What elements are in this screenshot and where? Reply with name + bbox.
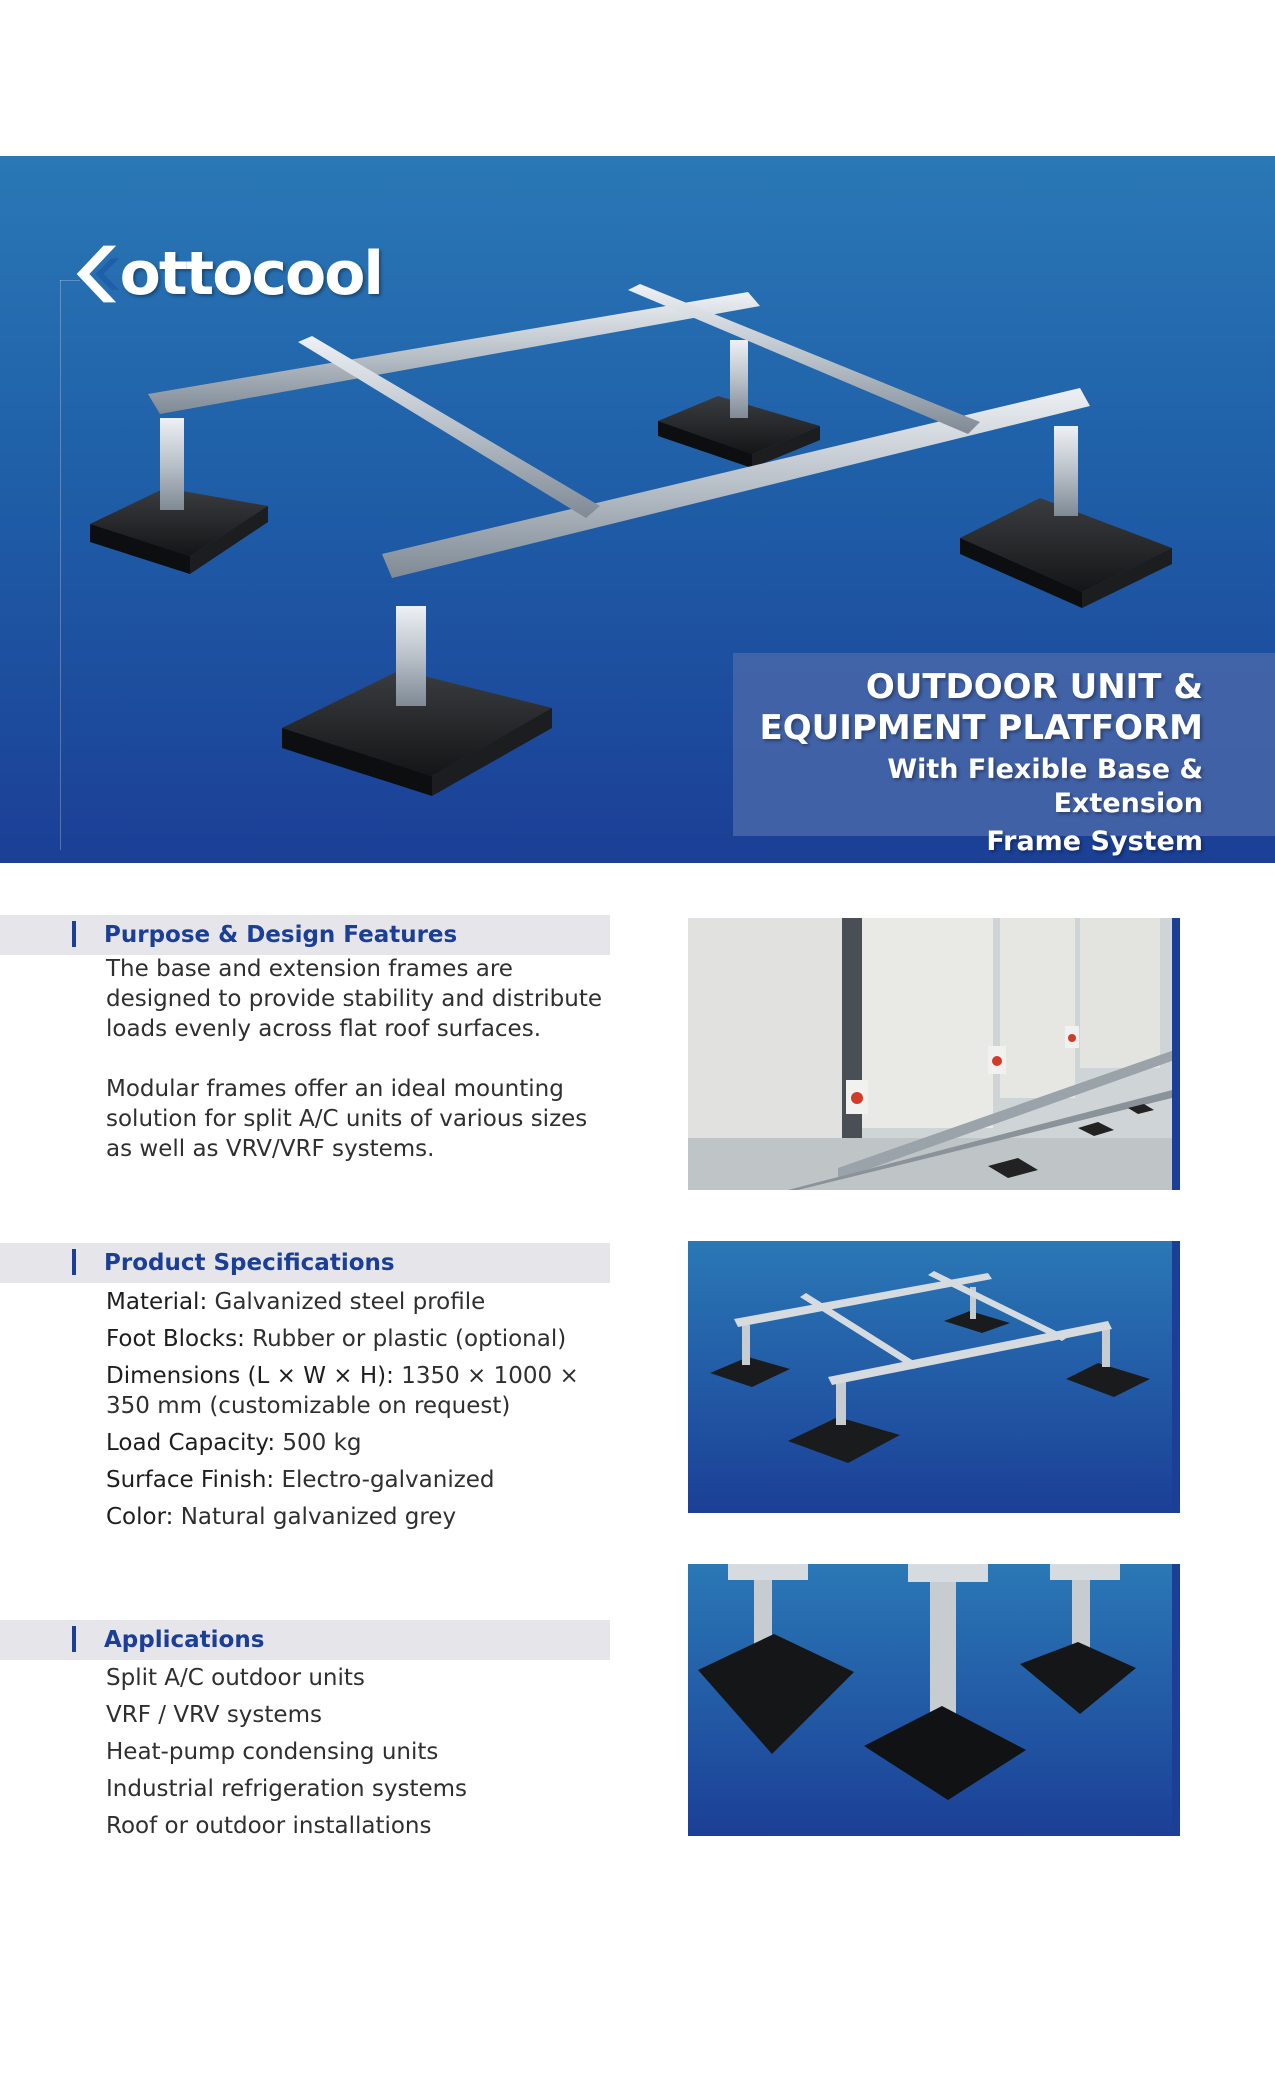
- section-marker: [72, 1249, 76, 1275]
- purpose-heading: Purpose & Design Features: [104, 922, 458, 948]
- installed-units-photo: [688, 918, 1180, 1190]
- applications-section-header: [0, 1620, 610, 1660]
- applications-heading: Applications: [104, 1627, 265, 1653]
- spec-item: [106, 1428, 626, 1458]
- specs-section-header: [0, 1243, 610, 1283]
- applications-body: [106, 1663, 626, 1848]
- specs-body: [106, 1287, 626, 1539]
- logo-chevron-icon: [72, 232, 126, 316]
- spec-value: Electro-galvanized: [281, 1467, 495, 1493]
- spec-item: [106, 1502, 626, 1532]
- spec-item: [106, 1465, 626, 1495]
- spec-key: Color:: [106, 1504, 174, 1530]
- application-item: Heat-pump condensing units: [106, 1739, 439, 1765]
- spec-item: [106, 1361, 626, 1421]
- specs-list: [106, 1287, 626, 1532]
- frame-product-photo: [688, 1241, 1180, 1513]
- hero-banner: [0, 156, 1275, 863]
- spec-value: Galvanized steel profile: [214, 1289, 486, 1315]
- hero-title-line2: EQUIPMENT PLATFORM: [759, 708, 1203, 748]
- spec-value: Rubber or plastic (optional): [252, 1326, 567, 1352]
- application-item: Roof or outdoor installations: [106, 1813, 432, 1839]
- applications-list: [106, 1663, 626, 1841]
- hero-title-box: [733, 653, 1275, 857]
- application-item: Split A/C outdoor units: [106, 1665, 365, 1691]
- spec-value: Natural galvanized grey: [180, 1504, 457, 1530]
- logo-wordmark: ottocool: [119, 239, 382, 309]
- spec-key: Material:: [106, 1289, 208, 1315]
- spec-item: [106, 1287, 626, 1317]
- ottocool-logo: [72, 232, 382, 316]
- spec-value: 500 kg: [282, 1430, 362, 1456]
- spec-key: Dimensions (L × W × H):: [106, 1363, 394, 1389]
- hero-subtitle-line1: With Flexible Base & Extension: [887, 754, 1203, 819]
- section-marker: [72, 1626, 76, 1652]
- application-item: Industrial refrigeration systems: [106, 1776, 468, 1802]
- spec-key: Load Capacity:: [106, 1430, 276, 1456]
- spec-item: [106, 1324, 626, 1354]
- purpose-section-header: [0, 915, 610, 955]
- spec-key: Foot Blocks:: [106, 1326, 245, 1352]
- application-item: VRF / VRV systems: [106, 1702, 322, 1728]
- purpose-paragraph-1: The base and extension frames are designed to provide stability and distribute loads evenly across flat roof surfaces.: [106, 956, 603, 1042]
- purpose-paragraph-2: Modular frames offer an ideal mounting solution for split A/C units of various sizes as well as VRV/VRF systems.: [106, 1076, 588, 1162]
- hero-title-line1: OUTDOOR UNIT &: [865, 667, 1203, 707]
- foot-block-closeup-photo: [688, 1564, 1180, 1836]
- purpose-body: [106, 954, 606, 1194]
- hero-subtitle-line2: Frame System: [986, 826, 1203, 857]
- spec-value: 1350 × 1000 × 350 mm (customizable on request): [106, 1363, 579, 1419]
- specs-heading: Product Specifications: [104, 1250, 395, 1276]
- section-marker: [72, 921, 76, 947]
- spec-key: Surface Finish:: [106, 1467, 275, 1493]
